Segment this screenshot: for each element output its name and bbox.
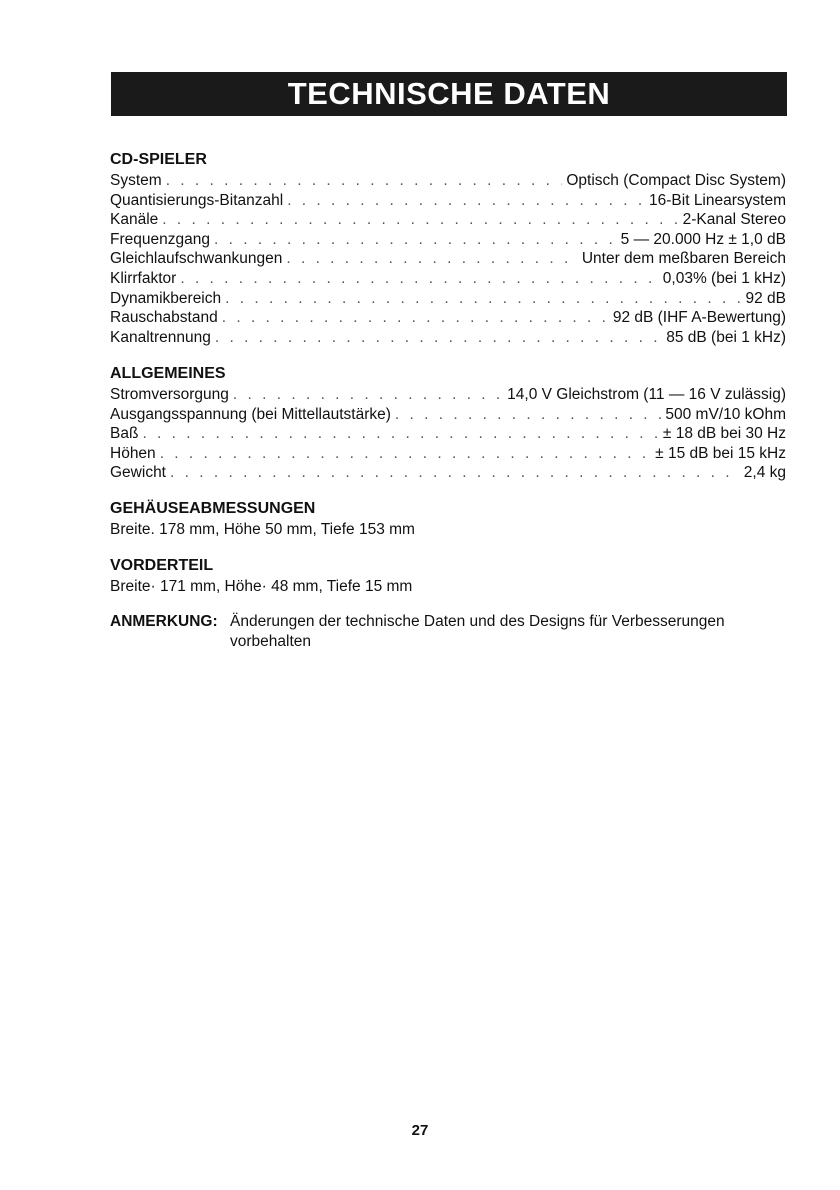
- spec-value: ± 18 dB bei 30 Hz: [662, 425, 786, 443]
- spec-label: Kanäle: [110, 211, 159, 229]
- section-allgemeines: [110, 364, 786, 483]
- spec-label: Klirrfaktor: [110, 269, 177, 287]
- spec-row: [110, 289, 786, 309]
- title-banner: [111, 72, 787, 116]
- spec-label: Frequenzgang: [110, 230, 210, 248]
- leader-dots: [395, 405, 662, 425]
- spec-row: [110, 171, 786, 191]
- spec-value: 14,0 V Gleichstrom (11 — 16 V zulässig): [507, 386, 786, 403]
- spec-row: [110, 191, 786, 211]
- spec-label: Gleichlaufschwankungen: [110, 250, 283, 268]
- spec-row: [110, 210, 786, 230]
- note-text: Änderungen der technische Daten und des Designs für Verbesserungen vorbehalten: [230, 613, 725, 650]
- section-heading: ALLGEMEINES: [110, 365, 226, 382]
- spec-value: 16-Bit Linearsystem: [649, 191, 786, 209]
- spec-row: [110, 328, 786, 348]
- spec-value: 2,4 kg: [743, 464, 786, 482]
- leader-dots: [142, 424, 658, 444]
- spec-label: Höhen: [110, 444, 156, 462]
- leader-dots: [287, 191, 645, 211]
- spec-label: Stromversorgung: [110, 386, 229, 403]
- spec-row: [110, 269, 786, 289]
- spec-value: 5 — 20.000 Hz ± 1,0 dB: [620, 230, 786, 248]
- leader-dots: [160, 444, 651, 464]
- page-number: 27: [411, 1122, 429, 1139]
- spec-label: Ausgangsspannung (bei Mittellautstärke): [110, 405, 391, 423]
- leader-dots: [162, 210, 678, 230]
- spec-label: Baß: [110, 425, 139, 443]
- leader-dots: [222, 308, 609, 328]
- spec-value: ± 15 dB bei 15 kHz: [655, 444, 786, 462]
- leader-dots: [166, 171, 563, 191]
- spec-row: [110, 424, 786, 444]
- spec-label: System: [110, 172, 162, 189]
- spec-value: 92 dB (IHF A-Bewertung): [612, 309, 786, 327]
- spec-value: 2-Kanal Stereo: [682, 211, 786, 229]
- section-vorderteil: [110, 556, 786, 597]
- spec-label: Quantisierungs-Bitanzahl: [110, 191, 284, 209]
- leader-dots: [215, 328, 662, 348]
- spec-row: [110, 463, 786, 483]
- spec-label: Dynamikbereich: [110, 289, 222, 307]
- spec-row: [110, 249, 786, 269]
- dimensions-text: Breite. 178 mm, Höhe 50 mm, Tiefe 153 mm: [110, 521, 415, 538]
- note-label: ANMERKUNG:: [110, 613, 218, 630]
- spec-value: 85 dB (bei 1 kHz): [666, 328, 786, 346]
- leader-dots: [286, 249, 577, 269]
- dimensions-text: Breite· 171 mm, Höhe· 48 mm, Tiefe 15 mm: [110, 578, 413, 595]
- leader-dots: [170, 463, 740, 483]
- spec-value: Unter dem meßbaren Bereich: [581, 250, 786, 268]
- spec-value: Optisch (Compact Disc System): [566, 172, 786, 189]
- spec-label: Rauschabstand: [110, 309, 218, 327]
- leader-dots: [214, 230, 617, 250]
- spec-row: [110, 405, 786, 425]
- page-title: TECHNISCHE DATEN: [287, 76, 611, 111]
- leader-dots: [225, 289, 741, 309]
- spec-row: [110, 308, 786, 328]
- spec-value: 92 dB: [745, 289, 786, 307]
- leader-dots: [180, 269, 658, 289]
- spec-value: 0,03% (bei 1 kHz): [662, 269, 786, 287]
- spec-label: Gewicht: [110, 464, 166, 482]
- section-gehaeuseabmessungen: [110, 499, 786, 540]
- section-heading: GEHÄUSEABMESSUNGEN: [110, 500, 316, 517]
- leader-dots: [233, 385, 503, 405]
- spec-row: [110, 230, 786, 250]
- spec-label: Kanaltrennung: [110, 328, 211, 346]
- spec-row: [110, 444, 786, 464]
- section-cd-spieler: [110, 150, 786, 347]
- note: [110, 612, 786, 652]
- section-heading: VORDERTEIL: [110, 557, 214, 574]
- spec-row: [110, 385, 786, 405]
- section-heading: CD-SPIELER: [110, 151, 207, 168]
- spec-value: 500 mV/10 kOhm: [665, 405, 786, 423]
